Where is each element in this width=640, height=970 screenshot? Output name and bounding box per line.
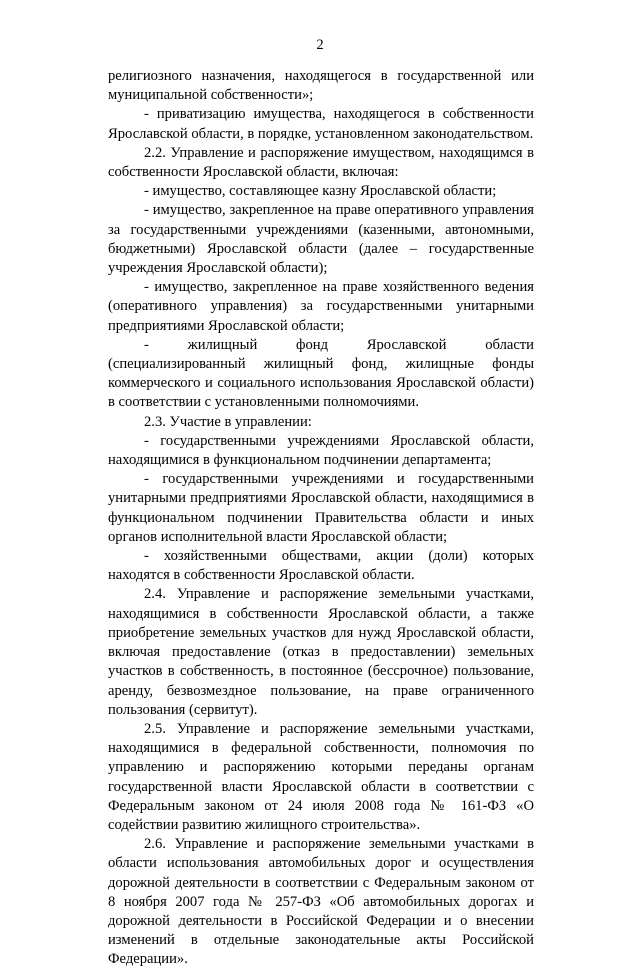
paragraph-economic-management: - имущество, закрепленное на праве хозяйственного ведения (оперативного управления) за государственными унитарными предприятиями Ярославской области; — [108, 279, 534, 334]
paragraph-2-4: 2.4. Управление и распоряжение земельными участками, находящимися в собственности Ярославской области, а также приобретение земельных участков для нужд Ярославской области, включая предоставление (отказ в предоставлении) земельных участков в собственность, в постоянное (бессрочное) пользование, аренду, безвозмездное пользование, на праве ограниченного пользования (сервитут). — [108, 586, 534, 718]
document-body — [108, 67, 534, 970]
paragraph-2-6: 2.6. Управление и распоряжение земельными участками в области использования автомобильных дорог и осуществления дорожной деятельности в соответствии с Федеральным законом от 8 ноября 2007 года № 257-ФЗ «Об автомобильных дорогах и дорожной деятельности в Российской Федерации и о внесении изменений в отдельные законодательные акты Российской Федерации». — [108, 836, 534, 968]
paragraph-2-5: 2.5. Управление и распоряжение земельными участками, находящимися в федеральной собственности, полномочия по управлению и распоряжению которыми переданы органам государственной власти Ярославской области в соответствии с Федеральным законом от 24 июля 2008 года № 161-ФЗ «О содействии развитию жилищного строительства». — [108, 720, 534, 833]
paragraph-religious-purpose: религиозного назначения, находящегося в государственной или муниципальной собственности»; — [108, 68, 534, 104]
paragraph-business-companies: - хозяйственными обществами, акции (доли) которых находятся в собственности Ярославской области. — [108, 548, 534, 584]
paragraph-operational-management: - имущество, закрепленное на праве оперативного управления за государственными учреждениями (казенными, автономными, бюджетными) Ярославской области (далее – государственные учреждения Ярославской области); — [108, 202, 534, 277]
paragraph-privatization: - приватизацию имущества, находящегося в собственности Ярославской области, в порядке, установленном законодательством. — [108, 106, 534, 142]
paragraph-2-2: 2.2. Управление и распоряжение имуществом, находящимся в собственности Ярославской области, включая: — [108, 144, 534, 181]
page-number: 2 — [316, 37, 324, 53]
paragraph-government-institutions: - государственными учреждениями и государственными унитарными предприятиями Ярославской области, находящимися в функциональном подчинении Правительства области и иных органов исполнительной власти Ярославской области; — [108, 471, 534, 545]
paragraph-treasury-property: - имущество, составляющее казну Ярославской области; — [144, 183, 497, 200]
paragraph-2-3: 2.3. Участие в управлении: — [144, 413, 312, 430]
paragraph-housing-fund: - жилищный фонд Ярославской области (специализированный жилищный фонд, жилищные фонды коммерческого и социального использования Ярославской области) в соответствии с установленными полномочиями. — [108, 336, 534, 411]
paragraph-department-institutions: - государственными учреждениями Ярославской области, находящимися в функциональном подчинении департамента; — [108, 432, 534, 469]
